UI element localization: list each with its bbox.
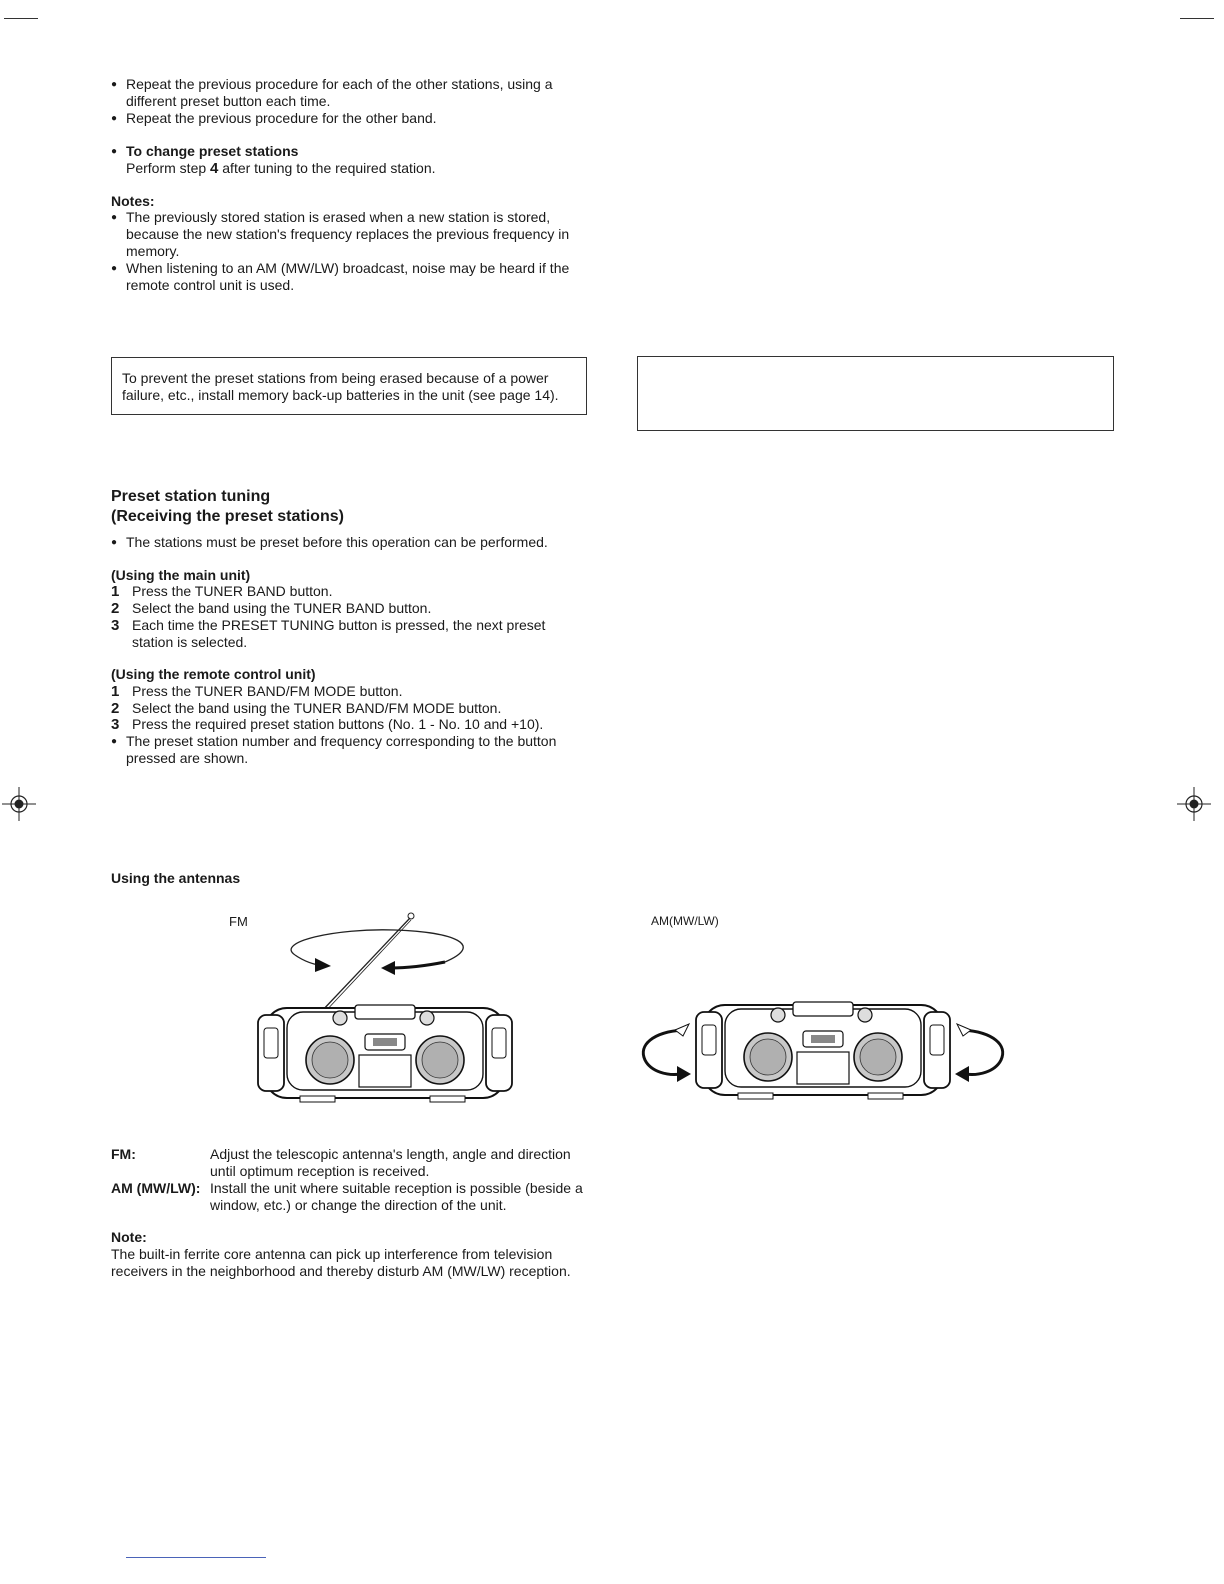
main-step-3-text: Each time the PRESET TUNING button is pressed, the next preset station is selected. (132, 617, 546, 650)
remote-step-1-number: 1 (111, 683, 120, 700)
am-label: AM(MW/LW) (651, 914, 719, 928)
change-preset-text: Perform step 4 after tuning to the required station. (126, 160, 436, 177)
def-am-desc: Install the unit where suitable reception is possible (beside a window, etc.) or change the direction of the unit. (210, 1180, 583, 1213)
preset-tuning-title-line2: (Receiving the preset stations) (111, 508, 344, 525)
remote-step-3-number: 3 (111, 716, 120, 733)
registration-mark-right (1177, 787, 1211, 821)
memory-backup-text: To prevent the preset stations from being erased because of a power failure, etc., install memory back-up batteries in the unit (see page 14). (122, 370, 559, 403)
antenna-note-text: The built-in ferrite core antenna can pick up interference from television receivers in the neighborhood and thereby disturb AM (MW/LW) reception. (111, 1246, 571, 1279)
empty-box (637, 356, 1114, 431)
notes-heading: Notes: (111, 193, 155, 209)
bullet-repeat-stations: ● Repeat the previous procedure for each of the other stations, using a different preset button each time. (111, 76, 606, 110)
main-step-2-text: Select the band using the TUNER BAND button. (132, 600, 432, 616)
antennas-heading: Using the antennas (111, 870, 241, 886)
main-step-1-number: 1 (111, 583, 120, 600)
crop-mark-right (1180, 18, 1214, 19)
antenna-note-heading: Note: (111, 1229, 147, 1245)
bullet-repeat-band: ● Repeat the previous procedure for the other band. (111, 110, 606, 127)
remote-step-3-text: Press the required preset station buttons (No. 1 - No. 10 and +10). (132, 716, 544, 732)
footer-rule (126, 1557, 266, 1558)
main-step-1-text: Press the TUNER BAND button. (132, 583, 333, 599)
preset-tuning-intro: ● The stations must be preset before this operation can be performed. (111, 534, 606, 551)
remote-unit-heading: (Using the remote control unit) (111, 666, 316, 682)
remote-step-1-text: Press the TUNER BAND/FM MODE button. (132, 683, 403, 699)
registration-mark-left (2, 787, 36, 821)
main-step-2-number: 2 (111, 600, 120, 617)
def-fm-desc: Adjust the telescopic antenna's length, angle and direction until optimum reception is received. (210, 1146, 571, 1179)
def-am-term: AM (MW/LW): (111, 1180, 201, 1196)
def-fm-term: FM: (111, 1146, 136, 1162)
change-preset-heading: ● To change preset stations (111, 143, 606, 160)
main-unit-heading: (Using the main unit) (111, 567, 251, 583)
memory-backup-box (111, 357, 587, 415)
crop-mark-left (4, 18, 38, 19)
note-item-erased: ● The previously stored station is erased when a new station is stored, because the new station's frequency replaces the previous frequency in memory. (111, 209, 606, 260)
preset-tuning-title-line1: Preset station tuning (111, 488, 271, 505)
fm-antenna-illustration (255, 910, 515, 1110)
remote-bullet-shown: ● The preset station number and frequency corresponding to the button pressed are shown. (111, 733, 606, 767)
am-antenna-illustration (633, 990, 1013, 1110)
remote-step-2-text: Select the band using the TUNER BAND/FM MODE button. (132, 700, 502, 716)
fm-label: FM (229, 914, 248, 929)
main-step-3-number: 3 (111, 617, 120, 634)
note-item-noise: ● When listening to an AM (MW/LW) broadcast, noise may be heard if the remote control unit is used. (111, 260, 606, 294)
remote-step-2-number: 2 (111, 700, 120, 717)
preset-tuning-title (111, 487, 344, 527)
